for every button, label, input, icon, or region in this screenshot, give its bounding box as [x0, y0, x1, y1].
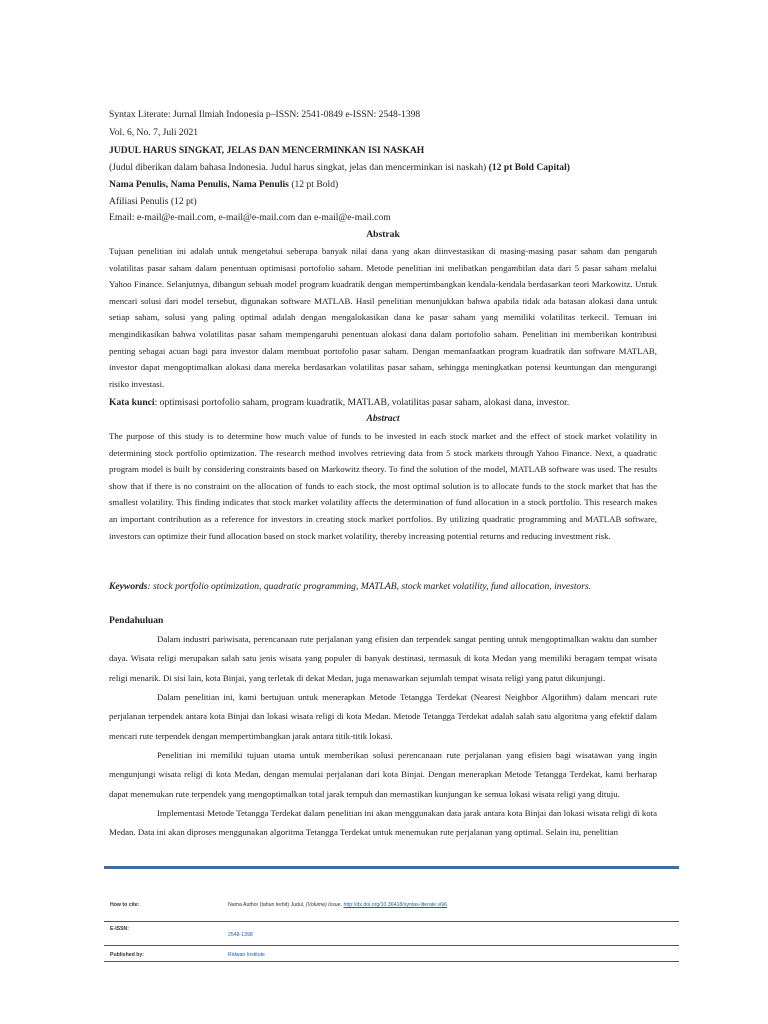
keywords — [109, 581, 591, 592]
citation-footer — [104, 866, 679, 962]
eissn-value: 2548-1398 — [228, 932, 253, 938]
footer-divider — [104, 921, 679, 922]
title-note-text: (Judul diberikan dalam bahasa Indonesia. Judul harus singkat, jelas dan mencerminkan isi naskah) — [109, 162, 487, 173]
author-names-note: (12 pt Bold) — [291, 179, 339, 190]
journal-line: Syntax Literate: Jurnal Ilmiah Indonesia p–ISSN: 2541-0849 e-ISSN: 2548-1398 — [109, 109, 421, 120]
pendahuluan-p1: Dalam industri pariwisata, perencanaan rute perjalanan yang efisien dan terpendek sangat penting untuk mengoptimalkan waktu dan sumber daya. Wisata religi merupakan salah satu jenis wisata yang populer di banyak destinasi, termasuk di kota Medan yang memiliki beragam tempat wisata religi menarik. Di sisi lain, kota Binjai, yang terletak di dekat Medan, juga menawarkan sejumlah tempat wisata religi yang patut dikunjungi. — [109, 634, 657, 683]
pendahuluan-p3: Penelitian ini memiliki tujuan utama untuk memberikan solusi perencanaan rute perjalanan yang efisien bagi wisatawan yang ingin mengunjungi wisata religi di kota Medan, dengan memulai perjalanan dari kota Binjai. Dengan menerapkan Metode Tetangga Terdekat, kami berharap dapat menemukan rute terpendek yang mengoptimalkan total jarak tempuh dan memastikan kunjungan ke semua lokasi wisata religi yang dituju. — [109, 750, 657, 799]
pendahuluan-heading: Pendahuluan — [109, 615, 164, 626]
author-names — [109, 179, 338, 190]
abstrak-heading: Abstrak — [366, 229, 400, 240]
pendahuluan-p2: Dalam penelitian ini, kami bertujuan untuk menerapkan Metode Tetangga Terdekat (Nearest Neighbor Algorithm) dalam mencari rute perjalanan terpendek antara kota Binjai dan lokasi wisata religi di kota Medan. Metode Tetangga Terdekat adalah salah satu algoritma yang efektif dalam mencari rute terpendek dengan mempertimbangkan jarak antara titik-titik lokasi. — [109, 692, 657, 741]
footer-bottom-rule — [104, 961, 679, 962]
abstract-text: The purpose of this study is to determine how much value of funds to be invested in each stock market and the effect of stock market volatility in determining stock portfolio optimization. The research method involves retrieving data from 5 stock markets through Yahoo Finance. Next, a quadratic program model is built by considering constraints based on Markowitz theory. To find the solution of the model, MATLAB software was used. The results show that if there is no constraint on the allocation of funds to each stock, the most optimal solution is to allocate funds to the stock market that has the smallest volatility. This finding indicates that stock market volatility affects the determination of fund allocation in a stock portfolio. This research makes an important contribution as a reference for investors in creating stock market portfolios. By utilizing quadratic programming and MATLAB software, investors can optimize their fund allocation based on stock market volatility, thereby increasing potential returns and reducing investment risk. — [109, 431, 657, 541]
cite-label: How to cite: — [110, 902, 140, 908]
abstrak-text: Tujuan penelitian ini adalah untuk mengetahui seberapa banyak nilai dana yang akan diinvestasikan di masing-masing pasar saham dan pengaruh volatilitas pasar saham dalam penentuan optimisasi portofolio saham. Metode penelitian ini melibatkan pengambilan data dari 5 pasar saham melalui Yahoo Finance. Selanjutnya, dibangun sebuah model program kuadratik dengan mempertimbangkan kendala-kendala berdasarkan teori Markowitz. Untuk mencari solusi dari model tersebut, digunakan software MATLAB. Hasil penelitian menunjukkan bahwa apabila tidak ada batasan alokasi dana untuk setiap saham, solusi yang paling optimal adalah dengan mengalokasikan dana ke pasar saham yang memiliki volatilitas terkecil. Temuan ini mengindikasikan bahwa volatilitas pasar saham mempengaruhi penentuan alokasi dana dalam portofolio saham. Penelitian ini memberikan kontribusi penting sebagai acuan bagi para investor dalam membuat portofolio pasar saham. Dengan memanfaatkan program kuadratik dan software MATLAB, investor dapat mengoptimalkan alokasi dana mereka berdasarkan volatilitas pasar saham, sehingga meningkatkan potensi keuntungan dan mengurangi risiko investasi. — [109, 246, 657, 389]
keywords-label: Keywords — [109, 581, 148, 592]
author-names-text: Nama Penulis, Nama Penulis, Nama Penulis — [109, 179, 289, 190]
abstract-heading: Abstract — [366, 413, 400, 424]
cite-value — [228, 902, 447, 908]
kata-kunci-text: : optimisasi portofolio saham, program kuadratik, MATLAB, volatilitas pasar saham, alokasi dana, investor. — [154, 397, 570, 408]
published-value: Ridwan Institute — [228, 952, 265, 958]
pendahuluan-p4: Implementasi Metode Tetangga Terdekat dalam penelitian ini akan menggunakan data jarak antara kota Binjai dan lokasi wisata religi di kota Medan. Data ini akan diproses menggunakan algoritma Tetangga Terdekat untuk menemukan rute perjalanan yang optimal. Selain itu, penelitian — [109, 808, 657, 838]
kata-kunci — [109, 397, 569, 408]
volume-line: Vol. 6, No. 7, Juli 2021 — [109, 127, 199, 138]
cite-text: Nama Author (tahun terbit) Judul, — [228, 902, 305, 908]
author-affiliation: Afiliasi Penulis (12 pt) — [109, 196, 197, 207]
eissn-label: E-ISSN: — [110, 926, 130, 932]
title-note — [109, 162, 570, 173]
footer-top-rule — [104, 866, 679, 869]
title-note-bold: (12 pt Bold Capital) — [488, 162, 570, 173]
footer-divider — [104, 945, 679, 946]
published-label: Published by: — [110, 952, 145, 958]
kata-kunci-label: Kata kunci — [109, 397, 155, 408]
cite-doi-link[interactable]: http://dx.doi.org/10.36418/syntax-literate.v6i6 — [343, 902, 447, 908]
author-email: Email: e-mail@e-mail.com, e-mail@e-mail.com dan e-mail@e-mail.com — [109, 212, 391, 223]
keywords-text: : stock portfolio optimization, quadratic programming, MATLAB, stock market volatility, fund allocation, investors. — [147, 581, 592, 592]
cite-italic: (Volume) Issue, — [305, 902, 343, 908]
paper-title: JUDUL HARUS SINGKAT, JELAS DAN MENCERMINKAN ISI NASKAH — [109, 145, 425, 156]
